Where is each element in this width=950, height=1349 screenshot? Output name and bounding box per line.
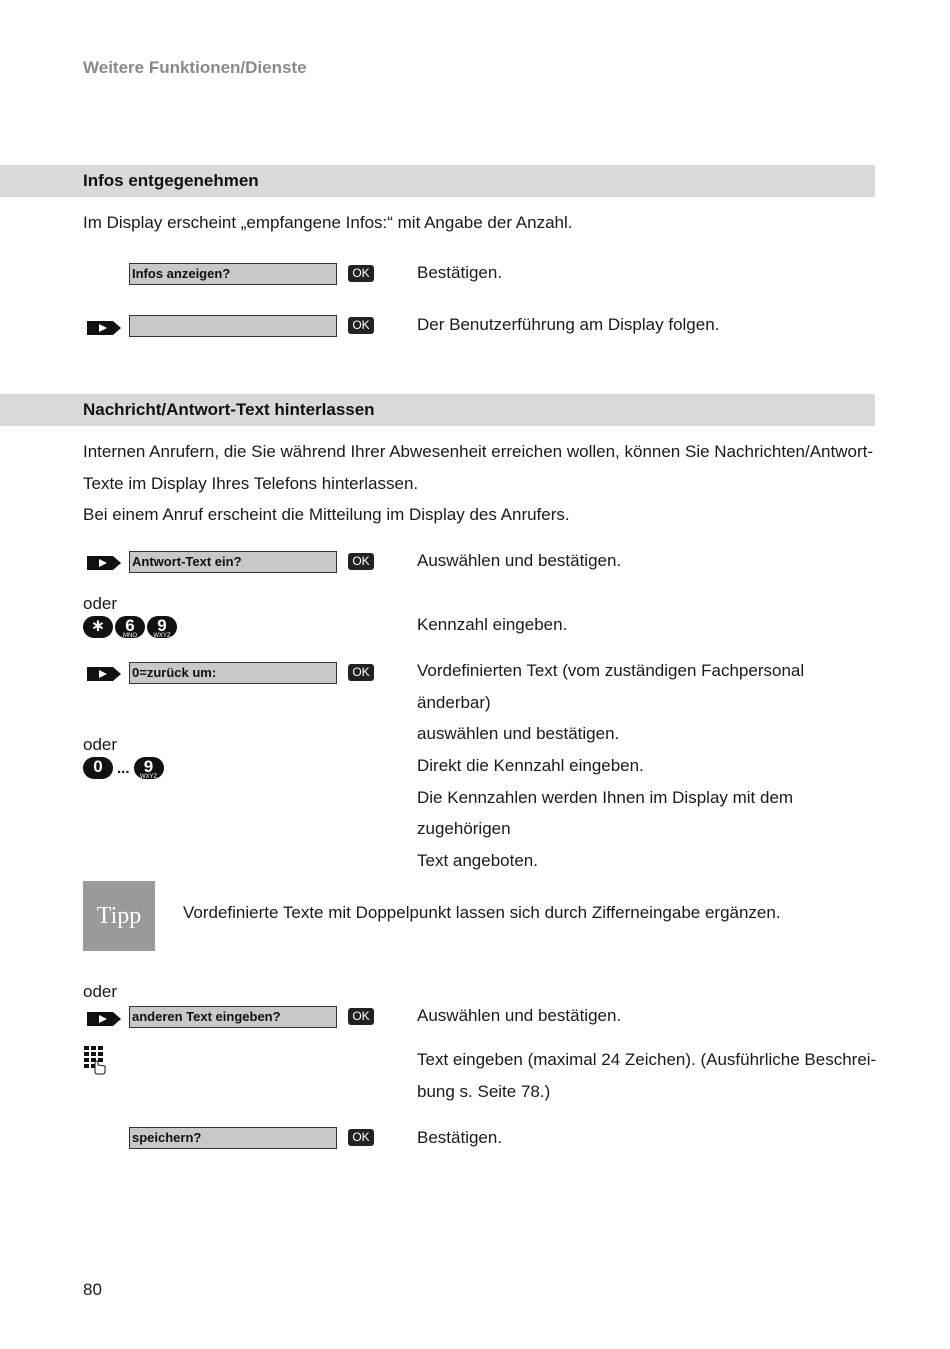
digit-key[interactable] [134, 757, 164, 779]
step-description: Auswählen und bestätigen. [417, 1006, 622, 1025]
code-key-sequence [83, 616, 177, 638]
key-sub-label: WXYZ [153, 633, 171, 639]
digit-key[interactable] [83, 757, 113, 779]
tipp-badge: Tipp [83, 881, 155, 951]
key-sub-label: MNO [123, 633, 137, 639]
ok-key[interactable]: OK [348, 265, 374, 282]
page-number: 80 [83, 1280, 102, 1299]
page-header: Weitere Funktionen/Dienste [83, 58, 307, 77]
desc-line: Text angeboten. [417, 850, 538, 870]
arrow-key-icon[interactable] [85, 318, 123, 338]
key-sub-label: WXYZ [139, 774, 158, 780]
desc-line: Direkt die Kennzahl eingeben. [417, 756, 644, 775]
desc-line: Die Kennzahlen werden Ihnen im Display mit dem zugehörigen [417, 787, 794, 838]
ok-key[interactable]: OK [348, 664, 374, 681]
step-description [417, 750, 877, 876]
oder-label: oder [83, 594, 118, 613]
digit-key[interactable] [147, 616, 177, 638]
display-field: anderen Text eingeben? [129, 1006, 337, 1028]
intro-line: Texte im Display Ihres Telefons hinterlassen. [83, 473, 419, 493]
display-field: speichern? [129, 1127, 337, 1149]
step-description: Kennzahl eingeben. [417, 615, 568, 634]
section-intro: Im Display erscheint „empfangene Infos:“ mit Angabe der Anzahl. [83, 213, 573, 232]
step-description: Bestätigen. [417, 263, 503, 282]
display-field: Antwort-Text ein? [129, 551, 337, 573]
ok-key[interactable]: OK [348, 317, 374, 334]
desc-line: Vordefinierten Text (vom zuständigen Fachpersonal änderbar) [417, 661, 805, 712]
intro-line: Bei einem Anruf erscheint die Mitteilung im Display des Anrufers. [83, 505, 570, 524]
intro-line: Internen Anrufern, die Sie während Ihrer Abwesenheit erreichen wollen, können Sie Nachrichten/Antwort- [83, 442, 874, 461]
range-key-sequence [83, 757, 164, 779]
step-description [417, 1044, 877, 1107]
desc-line: Text eingeben (maximal 24 Zeichen). (Ausführliche Beschrei- [417, 1050, 877, 1069]
step-description: Bestätigen. [417, 1128, 503, 1147]
ok-key[interactable]: OK [348, 553, 374, 570]
ok-key[interactable]: OK [348, 1129, 374, 1146]
section-intro [83, 436, 873, 531]
section-title: Nachricht/Antwort-Text hinterlassen [83, 400, 375, 419]
section-title: Infos entgegenehmen [83, 171, 259, 190]
display-field: 0=zurück um: [129, 662, 337, 684]
arrow-key-icon[interactable] [85, 1009, 123, 1029]
key-label: 6 [125, 616, 135, 635]
key-label: 0 [93, 757, 103, 776]
step-description: Auswählen und bestätigen. [417, 551, 622, 570]
key-label: 9 [157, 616, 167, 635]
desc-line: auswählen und bestätigen. [417, 724, 620, 743]
keypad-icon[interactable] [83, 1045, 107, 1075]
oder-label: oder [83, 735, 118, 754]
range-ellipsis: ... [117, 759, 130, 777]
key-label: 9 [143, 757, 154, 776]
arrow-key-icon[interactable] [85, 664, 123, 684]
ok-key[interactable]: OK [348, 1008, 374, 1025]
tipp-text: Vordefinierte Texte mit Doppelpunkt lassen sich durch Zifferneingabe ergänzen. [183, 903, 781, 922]
step-description: Der Benutzerführung am Display folgen. [417, 315, 720, 334]
arrow-key-icon[interactable] [85, 553, 123, 573]
display-field [129, 315, 337, 337]
section-bar-nachricht [0, 394, 875, 426]
key-label: ∗ [90, 616, 106, 635]
oder-label: oder [83, 982, 118, 1001]
star-key[interactable] [83, 616, 113, 638]
display-field: Infos anzeigen? [129, 263, 337, 285]
section-bar-infos [0, 165, 875, 197]
step-description [417, 655, 877, 750]
digit-key[interactable] [115, 616, 145, 638]
desc-line: bung s. Seite 78.) [417, 1081, 551, 1101]
